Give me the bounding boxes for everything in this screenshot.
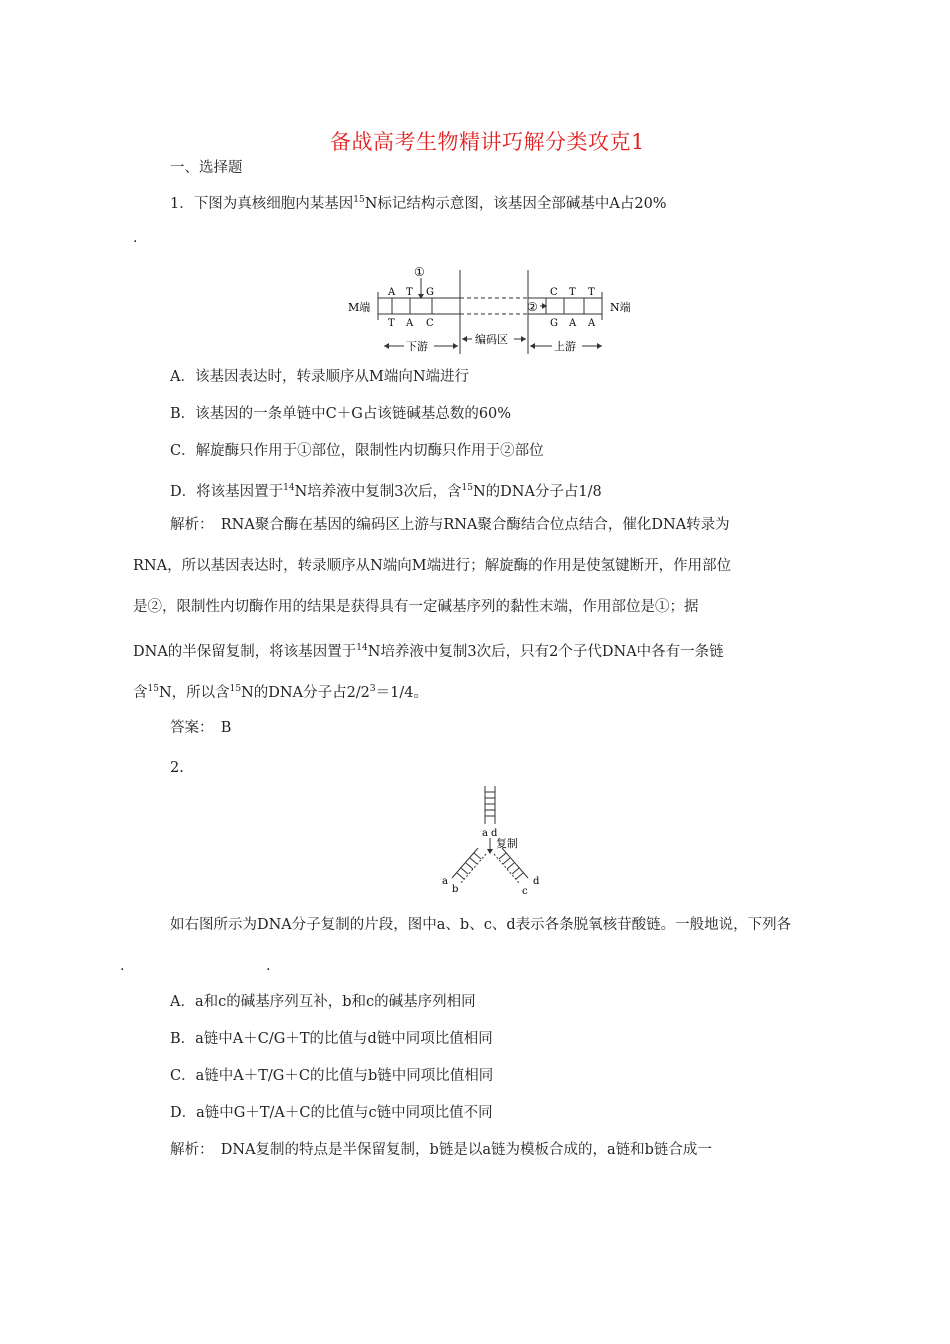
q1-stem (170, 190, 667, 214)
q2-stem: 如右图所示为DNA分子复制的片段，图中a、b、c、d表示各条脱氧核苷酸链。一般地说，下列各 (170, 917, 792, 933)
q1-analysis-line-5-sup3: 3 (369, 684, 376, 694)
q2-dot-1: . (120, 958, 125, 974)
label-c: c (522, 886, 528, 896)
q1-analysis-line-5-sup2: 15 (229, 684, 242, 694)
q1-option-d-a: D．将该基因置于 (170, 483, 284, 500)
mark-2: ② (527, 300, 538, 314)
q2-dot-2: . (266, 958, 271, 974)
q2-option-a: A．a和c的碱基序列互补，b和c的碱基序列相同 (170, 994, 476, 1010)
q1-option-d (170, 478, 602, 502)
page-title: 备战高考生物精讲巧解分类攻克1 (330, 130, 645, 154)
base-top-right-2: T (569, 287, 576, 298)
label-b: b (452, 884, 459, 895)
gene-structure-figure (340, 262, 640, 358)
q1-analysis-line-4 (133, 638, 724, 662)
base-top-left-2: T (406, 287, 413, 298)
base-bottom-left-3: C (426, 318, 434, 329)
q1-analysis-line-5-b: N，所以含 (158, 684, 230, 701)
q2-number: 2. (170, 760, 184, 776)
base-top-right-1: C (550, 287, 558, 298)
top-label-d: d (491, 828, 498, 839)
q1-analysis-line-5 (133, 679, 428, 703)
dna-replication-figure (430, 780, 560, 896)
mark-1: ① (414, 265, 425, 279)
base-bottom-right-3: A (588, 318, 596, 329)
q1-analysis-line-5-a: 含 (133, 684, 148, 701)
q1-analysis-line-5-d: ＝1/4。 (375, 684, 428, 701)
q1-option-d-b: N培养液中复制3次后，含 (294, 483, 462, 500)
q2-option-c: C．a链中A＋T/G＋C的比值与b链中同项比值相同 (170, 1068, 494, 1084)
q1-analysis-line-4-b: N培养液中复制3次后，只有2个子代DNA中各有一条链 (367, 643, 724, 660)
q2-option-d: D．a链中G＋T/A＋C的比值与c链中同项比值不同 (170, 1105, 493, 1121)
base-bottom-right-1: G (550, 318, 558, 329)
base-bottom-right-2: A (569, 318, 577, 329)
base-bottom-left-1: T (388, 318, 395, 329)
q1-option-b: B．该基因的一条单链中C＋G占该链碱基总数的60% (170, 406, 512, 422)
base-top-right-3: T (588, 287, 595, 298)
n-end-label: N端 (610, 301, 631, 314)
q1-trailing-dot: . (133, 230, 138, 246)
q1-option-d-sup2: 15 (461, 483, 473, 493)
q1-stem-sup: 15 (353, 195, 365, 205)
coding-region-label: 编码区 (475, 333, 508, 346)
upstream-label: 上游 (554, 340, 576, 353)
q1-option-d-c: N的DNA分子占1/8 (472, 483, 602, 500)
q1-analysis-line-1: 解析： RNA聚合酶在基因的编码区上游与RNA聚合酶结合位点结合，催化DNA转录为 (170, 517, 730, 533)
q1-option-d-sup1: 14 (283, 483, 295, 493)
q1-stem-text-b: N标记结构示意图，该基因全部碱基中A占20% (364, 195, 667, 212)
downstream-label: 下游 (406, 340, 428, 353)
q1-stem-text-a: 1．下图为真核细胞内某基因 (170, 195, 354, 212)
base-top-left-1: A (388, 287, 396, 298)
q1-analysis-line-2: RNA，所以基因表达时，转录顺序从N端向M端进行；解旋酶的作用是使氢键断开，作用部位 (133, 558, 732, 574)
replicate-label: 复制 (496, 837, 518, 850)
base-bottom-left-2: A (406, 318, 414, 329)
q1-analysis-line-5-c: N的DNA分子占2/2 (241, 684, 370, 701)
top-label-a: a (482, 828, 488, 839)
q1-option-c: C．解旋酶只作用于①部位，限制性内切酶只作用于②部位 (170, 443, 544, 459)
q1-analysis-line-4-a: DNA的半保留复制，将该基因置于 (133, 643, 357, 660)
q1-answer: 答案： B (170, 720, 232, 736)
q2-analysis: 解析： DNA复制的特点是半保留复制，b链是以a链为模板合成的，a链和b链合成一 (170, 1142, 712, 1158)
label-a: a (442, 876, 448, 887)
section-heading: 一、选择题 (170, 160, 243, 176)
q1-analysis-line-3: 是②，限制性内切酶作用的结果是获得具有一定碱基序列的黏性末端，作用部位是①；据 (133, 599, 699, 615)
q1-analysis-line-4-sup: 14 (356, 643, 368, 653)
m-end-label: M端 (348, 301, 371, 314)
q1-analysis-line-5-sup1: 15 (147, 684, 159, 694)
q2-option-b: B．a链中A＋C/G＋T的比值与d链中同项比值相同 (170, 1031, 493, 1047)
q1-option-a: A．该基因表达时，转录顺序从M端向N端进行 (170, 369, 470, 385)
label-d: d (533, 876, 540, 887)
base-top-left-3: G (426, 287, 434, 298)
